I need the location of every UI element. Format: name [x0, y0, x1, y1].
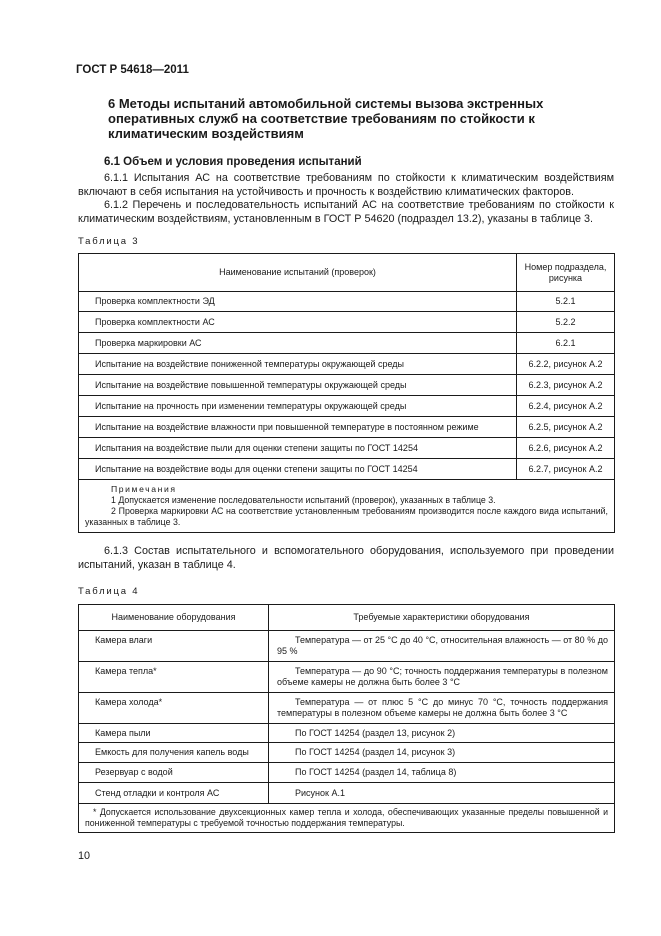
- table-3: [78, 253, 615, 533]
- table-row: [79, 438, 615, 459]
- table-row: [79, 354, 615, 375]
- table-4-footnote-row: [79, 804, 615, 833]
- paragraph-6-1-1: 6.1.1 Испытания АС на соответствие требованиям по стойкости к климатическим воздействиям включают в себя испытания на устойчивость и прочность к воздействию климатических факторов.: [78, 172, 614, 198]
- section-title: 6 Методы испытаний автомобильной системы вызова экстренных оперативных служб на соответствие требованиям по стойкости к климатическим воздействиям: [108, 96, 544, 141]
- table-4-header-equipment: Наименование оборудования: [79, 605, 269, 631]
- table-row: [79, 459, 615, 480]
- table-cell: Стенд отладки и контроля АС: [79, 783, 269, 804]
- table-cell-text: Температура — от плюс 5 °С до минус 70 °С, точность поддержания температуры в полезном объеме камеры не должна быть более 3 °С: [277, 697, 608, 718]
- table-cell: 6.2.3, рисунок А.2: [517, 375, 615, 396]
- table-cell: 6.2.6, рисунок А.2: [517, 438, 615, 459]
- table-cell: 6.2.1: [517, 333, 615, 354]
- page-number: 10: [78, 850, 91, 862]
- footnote-text: * Допускается использование двухсекционных камер тепла и холода, обеспечивающих указанные пределы повышенной и пониженной температуры с требуемой точностью поддержания температуры.: [85, 807, 608, 828]
- table-row: [79, 724, 615, 743]
- table-cell: Проверка комплектности ЭД: [79, 292, 517, 312]
- table-cell-text: Температура — до 90 °С; точность поддержания температуры в полезном объеме камеры не должна быть более 3 °С: [277, 666, 608, 687]
- table-4-header-characteristics: Требуемые характеристики оборудования: [269, 605, 615, 631]
- table-3-header-number: Номер подраздела, рисунка: [517, 254, 615, 292]
- notes-title: Примечания: [111, 484, 177, 494]
- table-cell: [269, 783, 615, 804]
- note-2: 2 Проверка маркировки АС на соответствие установленным требованиям производится после каждого вида испытаний, указанных в таблице 3.: [85, 506, 608, 527]
- table-cell: Резервуар с водой: [79, 763, 269, 783]
- table-cell: Испытания на воздействие пыли для оценки степени защиты по ГОСТ 14254: [79, 438, 517, 459]
- table-cell: Испытание на воздействие влажности при повышенной температуре в постоянном режиме: [79, 417, 517, 438]
- table-row: [79, 417, 615, 438]
- table-cell: Емкость для получения капель воды: [79, 743, 269, 763]
- table-4-header-row: [79, 605, 615, 631]
- document-header: ГОСТ Р 54618—2011: [76, 64, 189, 76]
- table-cell: Проверка комплектности АС: [79, 312, 517, 333]
- table-cell-text: По ГОСТ 14254 (раздел 13, рисунок 2): [295, 727, 456, 738]
- table-3-notes-row: [79, 480, 615, 533]
- table-cell: 6.2.7, рисунок А.2: [517, 459, 615, 480]
- table-cell: [269, 743, 615, 763]
- table-cell: [269, 693, 615, 724]
- table-row: [79, 375, 615, 396]
- table-cell: 5.2.2: [517, 312, 615, 333]
- table-row: [79, 631, 615, 662]
- table-3-caption: Таблица 3: [78, 236, 140, 247]
- table-cell: Проверка маркировки АС: [79, 333, 517, 354]
- table-cell: Испытание на прочность при изменении температуры окружающей среды: [79, 396, 517, 417]
- table-row: [79, 763, 615, 783]
- table-cell-text: По ГОСТ 14254 (раздел 14, таблица 8): [295, 767, 457, 777]
- table-row: [79, 693, 615, 724]
- table-cell: 6.2.5, рисунок А.2: [517, 417, 615, 438]
- table-row: [79, 312, 615, 333]
- note-1: 1 Допускается изменение последовательности испытаний (проверок), указанных в таблице 3.: [111, 495, 496, 505]
- table-row: [79, 292, 615, 312]
- table-cell: Испытание на воздействие воды для оценки степени защиты по ГОСТ 14254: [79, 459, 517, 480]
- table-cell: [269, 763, 615, 783]
- table-row: [79, 333, 615, 354]
- table-cell: [269, 662, 615, 693]
- table-cell: [269, 631, 615, 662]
- table-cell: 6.2.4, рисунок А.2: [517, 396, 615, 417]
- table-cell: Камера влаги: [79, 631, 269, 662]
- table-cell-text: Рисунок А.1: [295, 787, 345, 798]
- table-cell-text: Температура — от 25 °С до 40 °С, относительная влажность — от 80 % до 95 %: [277, 635, 608, 656]
- table-cell: [269, 724, 615, 743]
- subsection-title: 6.1 Объем и условия проведения испытаний: [104, 156, 362, 168]
- table-3-header-name: Наименование испытаний (проверок): [79, 254, 517, 292]
- table-4-footnote: [79, 804, 615, 833]
- table-cell: Камера холода*: [79, 693, 269, 724]
- table-4-caption: Таблица 4: [78, 586, 140, 597]
- table-cell: Испытание на воздействие повышенной температуры окружающей среды: [79, 375, 517, 396]
- table-cell: 6.2.2, рисунок А.2: [517, 354, 615, 375]
- table-cell: Камера тепла*: [79, 662, 269, 693]
- paragraph-6-1-3: 6.1.3 Состав испытательного и вспомогательного оборудования, используемого при проведении испытаний, указан в таблице 4.: [78, 545, 614, 571]
- table-3-notes: [79, 480, 615, 533]
- table-cell-text: По ГОСТ 14254 (раздел 14, рисунок 3): [295, 747, 456, 757]
- table-cell: 5.2.1: [517, 292, 615, 312]
- table-4: [78, 604, 615, 833]
- paragraph-6-1-2: 6.1.2 Перечень и последовательность испытаний АС на соответствие требованиям по стойкости к климатическим воздействиям, установленным в ГОСТ Р 54620 (подраздел 13.2), указаны в таблице 3.: [78, 199, 614, 225]
- table-row: [79, 396, 615, 417]
- table-cell: Испытание на воздействие пониженной температуры окружающей среды: [79, 354, 517, 375]
- table-row: [79, 662, 615, 693]
- table-row: [79, 783, 615, 804]
- table-cell: Камера пыли: [79, 724, 269, 743]
- table-row: [79, 743, 615, 763]
- table-3-header-row: [79, 254, 615, 292]
